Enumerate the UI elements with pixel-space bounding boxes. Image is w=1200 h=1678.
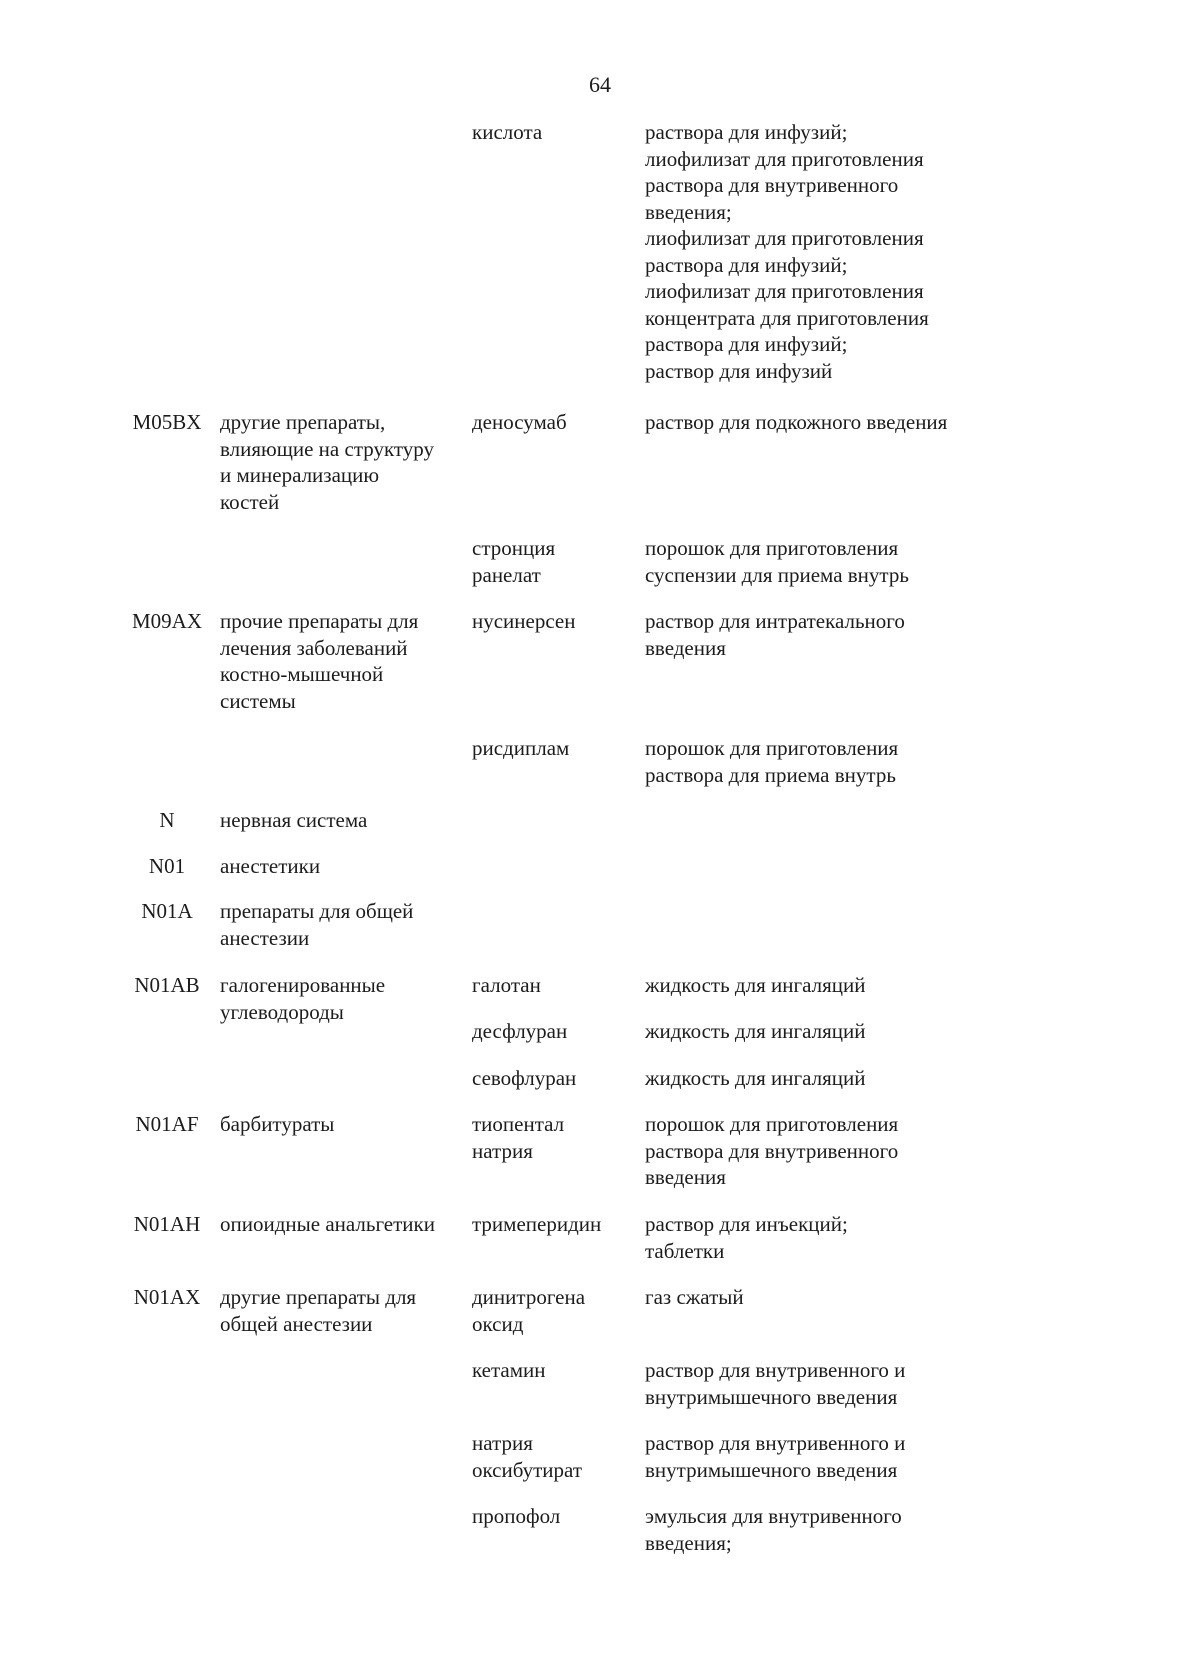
drug-name: тримеперидин [472,1212,602,1236]
dosage-form: эмульсия для внутривенного введения; [645,1504,902,1555]
atc-code: M09AX [131,609,202,633]
atc-code: N01AX [133,1285,201,1309]
dosage-form: порошок для приготовления суспензии для приема внутрь [645,536,909,587]
dosage-form: раствор для подкожного введения [645,410,948,434]
group-name: галогенированные углеводороды [220,973,386,1024]
group-name: прочие препараты для лечения заболеваний костно-мышечной системы [220,609,419,713]
dosage-form: порошок для приготовления раствора для внутривенного введения [645,1112,899,1189]
drug-name: нусинерсен [472,609,576,633]
dosage-form: раствор для внутривенного и внутримышечного введения [645,1358,906,1409]
drug-name: натрия оксибутират [472,1431,582,1482]
drug-name: кислота [472,120,543,144]
atc-code: N01AB [134,973,200,997]
dosage-form: жидкость для ингаляций [645,1066,866,1090]
atc-code: N01AF [135,1112,199,1136]
atc-code: N01AH [133,1212,201,1236]
group-name: опиоидные анальгетики [220,1212,435,1236]
atc-code: M05BX [132,410,202,434]
drug-name: рисдиплам [472,736,570,760]
dosage-form: газ сжатый [645,1285,744,1309]
group-name: барбитураты [220,1112,335,1136]
atc-code: N [159,808,175,832]
dosage-form: раствора для инфузий; лиофилизат для приготовления раствора для внутривенного введения; лиофилизат для приготовления раствора для инфузий; лиофилизат для приготовления концентрата для приготовления раствора для инфузий; раствор для инфузий [645,120,929,383]
drug-name: деносумаб [472,410,567,434]
dosage-form: раствор для внутривенного и внутримышечного введения [645,1431,906,1482]
drug-name: пропофол [472,1504,561,1528]
group-name: нервная система [220,808,368,832]
group-name: препараты для общей анестезии [220,899,414,950]
dosage-form: жидкость для ингаляций [645,973,866,997]
atc-code: N01 [148,854,186,878]
drug-name: севофлуран [472,1066,577,1090]
drug-name: кетамин [472,1358,546,1382]
drug-name: тиопентал натрия [472,1112,565,1163]
drug-name: стронция ранелат [472,536,556,587]
dosage-form: порошок для приготовления раствора для приема внутрь [645,736,899,787]
dosage-form: жидкость для ингаляций [645,1019,866,1043]
drug-name: динитрогена оксид [472,1285,586,1336]
group-name: анестетики [220,854,321,878]
group-name: другие препараты, влияющие на структуру и минерализацию костей [220,410,435,514]
drug-name: десфлуран [472,1019,568,1043]
atc-code: N01A [141,899,193,923]
dosage-form: раствор для интратекального введения [645,609,905,660]
drug-name: галотан [472,973,541,997]
group-name: другие препараты для общей анестезии [220,1285,417,1336]
page-number: 64 [589,72,611,97]
dosage-form: раствор для инъекций; таблетки [645,1212,848,1263]
